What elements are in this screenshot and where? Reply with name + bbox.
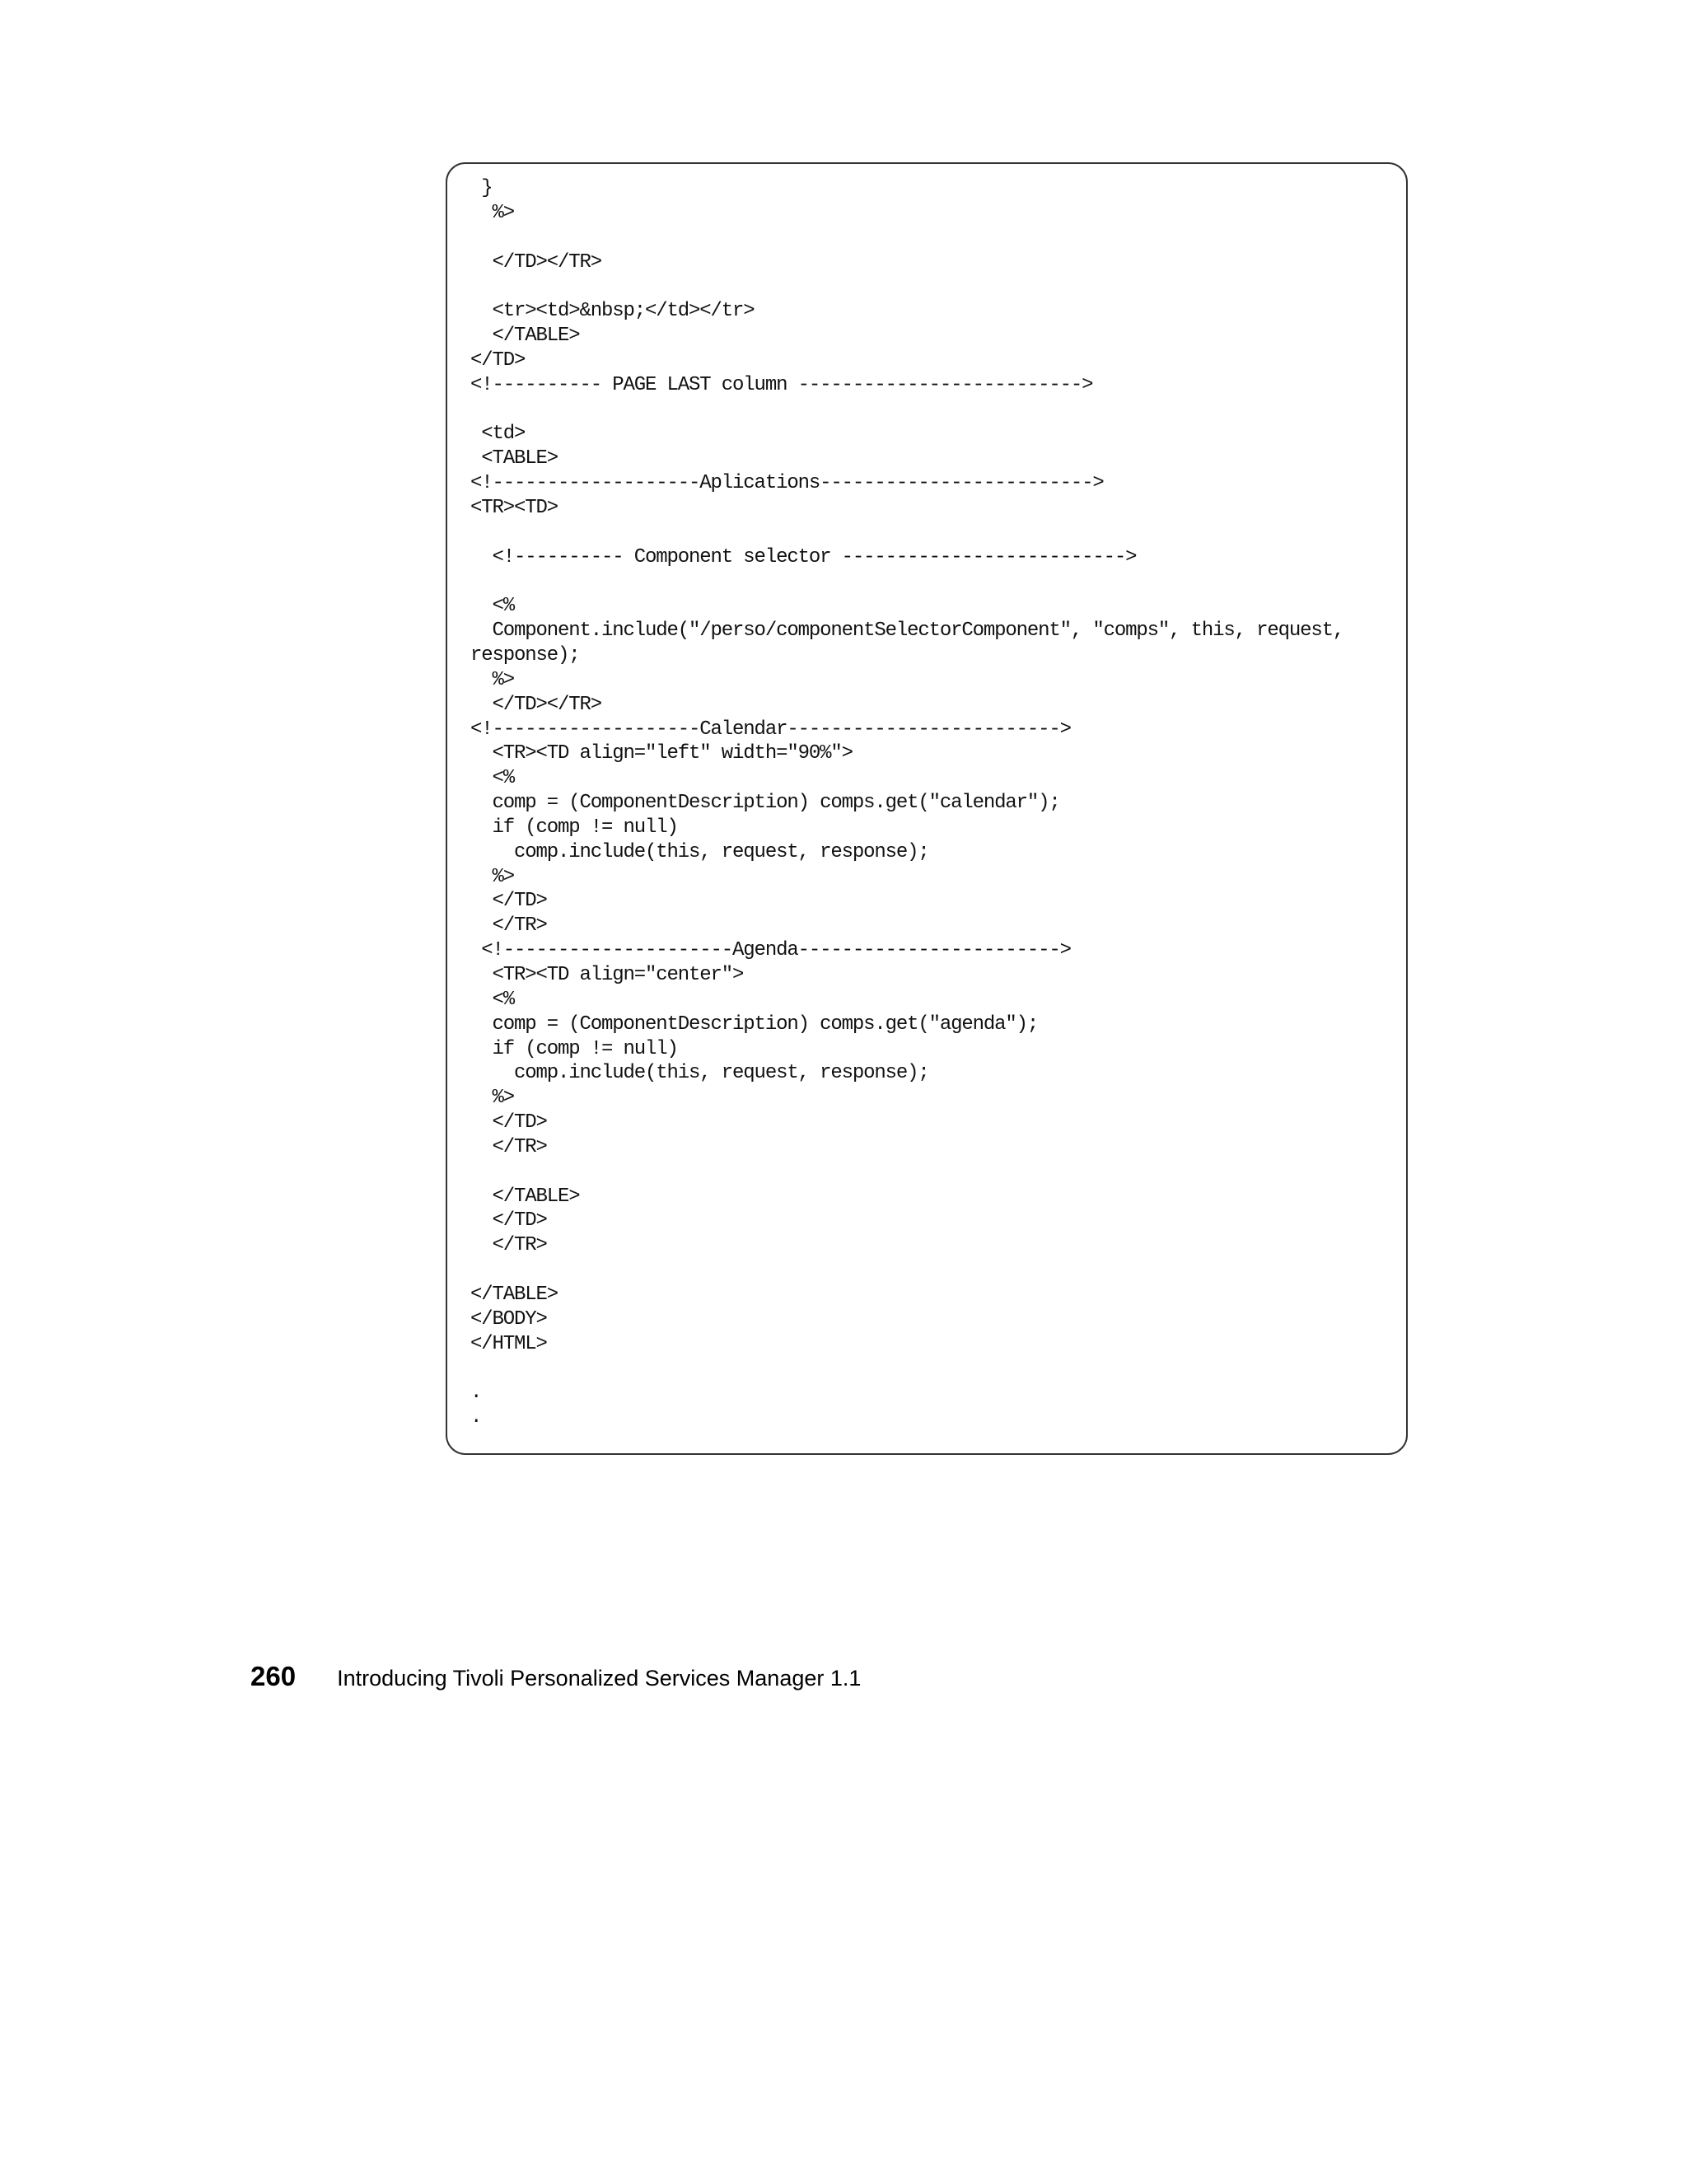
code-line: <TR><TD align="center">: [470, 964, 744, 986]
page-number: 260: [250, 1661, 297, 1691]
code-line: <!---------------------Agenda------------------------>: [470, 939, 1071, 962]
code-line: </TABLE>: [470, 325, 580, 348]
code-line: </TR>: [470, 914, 547, 938]
code-line: if (comp != null): [470, 816, 678, 839]
code-line: <%: [470, 595, 515, 618]
code-line: [470, 1357, 1344, 1382]
code-line: %>: [470, 865, 515, 888]
code-line: [470, 226, 1344, 250]
book-title: Introducing Tivoli Personalized Services Manager 1.1: [337, 1666, 862, 1691]
code-line: comp.include(this, request, response);: [470, 840, 929, 863]
code-line: <%: [470, 767, 515, 790]
code-line: </BODY>: [470, 1307, 547, 1331]
code-line: </TD>: [470, 1111, 547, 1134]
code-line: [470, 1258, 1344, 1283]
code-line: comp.include(this, request, response);: [470, 1062, 929, 1085]
code-line: .: [470, 1406, 482, 1429]
code-listing: [470, 176, 1344, 1430]
code-line: <TR><TD>: [470, 496, 558, 519]
code-line: comp = (ComponentDescription) comps.get("calendar");: [470, 792, 1060, 815]
code-line: %>: [470, 1087, 515, 1110]
code-line: </TD></TR>: [470, 693, 602, 716]
code-line: [470, 521, 1344, 545]
code-line: </TABLE>: [470, 1185, 580, 1208]
code-line: %>: [470, 201, 515, 224]
code-line: [470, 398, 1344, 423]
page-footer: [250, 1661, 861, 1694]
code-line: <td>: [470, 423, 526, 446]
code-line: [470, 274, 1344, 299]
code-line: <!-------------------Calendar------------------------->: [470, 718, 1071, 741]
code-line: </HTML>: [470, 1332, 547, 1355]
code-line: .: [470, 1382, 482, 1405]
code-line: if (comp != null): [470, 1037, 678, 1060]
code-line: response);: [470, 644, 580, 667]
code-line: </TABLE>: [470, 1283, 558, 1306]
code-line: </TD>: [470, 348, 526, 372]
code-line: <tr><td>&nbsp;</td></tr>: [470, 300, 755, 323]
code-line: [470, 1160, 1344, 1185]
code-line: %>: [470, 668, 515, 691]
code-line: }: [470, 177, 493, 199]
code-line: [470, 570, 1344, 595]
code-line: <TABLE>: [470, 447, 558, 470]
code-line: Component.include("/perso/componentSelectorComponent", "comps", this, request,: [470, 620, 1344, 643]
code-line: comp = (ComponentDescription) comps.get("agenda");: [470, 1012, 1039, 1036]
code-line: </TD>: [470, 1209, 547, 1232]
code-line: <!-------------------Aplications------------------------->: [470, 472, 1104, 495]
code-line: </TD>: [470, 890, 547, 913]
code-line: </TR>: [470, 1234, 547, 1257]
code-line: <!---------- PAGE LAST column -------------------------->: [470, 373, 1093, 396]
code-line: <TR><TD align="left" width="90%">: [470, 742, 853, 765]
code-line: <%: [470, 988, 515, 1011]
code-line: <!---------- Component selector -------------------------->: [470, 545, 1137, 568]
code-line: </TR>: [470, 1135, 547, 1158]
code-line: </TD></TR>: [470, 250, 602, 274]
